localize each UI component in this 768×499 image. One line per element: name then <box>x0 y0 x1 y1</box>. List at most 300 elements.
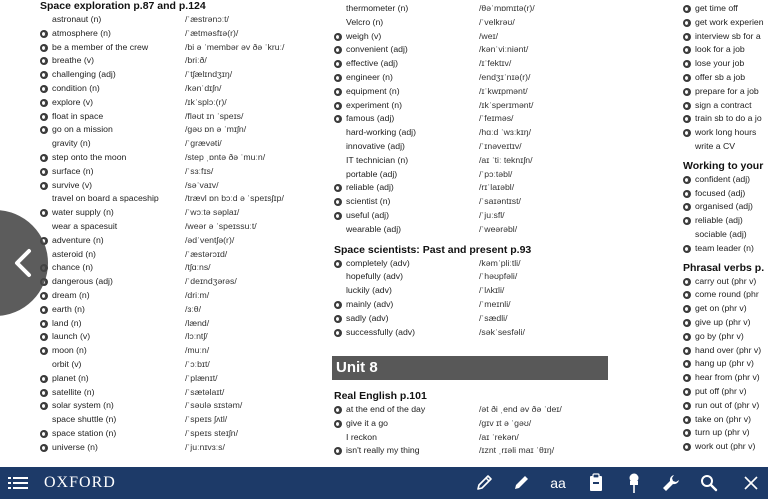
vocab-word: experiment (n) <box>346 99 403 110</box>
vocab-phonetic: /kənˈviːniənt/ <box>479 44 529 55</box>
vocab-word: equipment (n) <box>346 85 400 96</box>
bullet-icon <box>683 333 691 341</box>
vocab-phonetic: /ˈsəʊlə sɪstəm/ <box>185 400 243 411</box>
bullet-icon <box>334 420 342 428</box>
word-list <box>334 2 624 237</box>
vocab-entry <box>683 344 768 358</box>
vocab-phonetic: /ˈsɜːfɪs/ <box>185 165 214 176</box>
vocab-entry <box>40 206 320 220</box>
vocab-word: go by (phr v) <box>695 330 744 341</box>
vocab-word: chance (n) <box>52 262 94 273</box>
bullet-icon <box>40 333 48 341</box>
vocab-phonetic: /ˈweərəbl/ <box>479 223 518 234</box>
bullet-icon <box>40 99 48 107</box>
vocab-entry <box>40 261 320 275</box>
menu-button[interactable] <box>6 467 30 499</box>
vocab-entry <box>683 385 768 399</box>
bullet-icon <box>683 388 691 396</box>
column-2 <box>334 2 624 339</box>
vocab-word: scientist (n) <box>346 196 391 207</box>
bullet-icon <box>40 389 48 397</box>
vocab-word: sign a contract <box>695 99 752 110</box>
vocab-word: take on (phr v) <box>695 413 752 424</box>
pencil-outline-icon <box>475 474 493 492</box>
vocab-phonetic: /ˈfeɪməs/ <box>479 113 514 124</box>
section-heading-space-exploration: Space exploration p.87 and p.124 <box>40 0 206 12</box>
vocab-entry <box>683 99 768 113</box>
vocab-phonetic: /lænd/ <box>185 317 210 328</box>
pin-button[interactable] <box>622 467 646 499</box>
vocab-word: get on (phr v) <box>695 303 747 314</box>
vocab-phonetic: /ˈplænɪt/ <box>185 372 218 383</box>
vocab-word: surface (n) <box>52 165 94 176</box>
vocab-phonetic: /bi ə ˈmembər əv ðə ˈkruː/ <box>185 41 285 52</box>
vocab-entry <box>40 413 320 427</box>
vocab-entry <box>40 68 320 82</box>
vocab-word: survive (v) <box>52 179 93 190</box>
vocab-entry <box>683 413 768 427</box>
vocab-word: reliable (adj) <box>695 215 743 226</box>
vocab-phonetic: /səkˈsesfəli/ <box>479 326 525 337</box>
wrench-icon <box>661 473 681 493</box>
bullet-icon <box>40 168 48 176</box>
vocab-word: look for a job <box>695 44 745 55</box>
vocab-entry <box>40 372 320 386</box>
vocab-word: thermometer (n) <box>346 3 409 13</box>
vocab-entry <box>683 399 768 413</box>
vocab-word: come round (phr <box>695 289 759 300</box>
bullet-icon <box>683 374 691 382</box>
vocab-word: lose your job <box>695 58 745 69</box>
vocab-phonetic: /ˈhəʊpfəli/ <box>479 271 518 282</box>
vocab-phonetic: /kəmˈpliːtli/ <box>479 257 521 268</box>
vocab-entry <box>334 154 624 168</box>
section-heading-real-english: Real English p.101 <box>334 390 427 402</box>
vocab-word: be a member of the crew <box>52 41 149 52</box>
bullet-icon <box>334 102 342 110</box>
vocab-word: satellite (n) <box>52 386 95 397</box>
bullet-icon <box>334 447 342 455</box>
vocab-word: hand over (phr v) <box>695 344 762 355</box>
vocab-word: innovative (adj) <box>346 140 405 151</box>
bullet-icon <box>40 444 48 452</box>
vocab-word: condition (n) <box>52 82 100 93</box>
column-3 <box>683 2 768 454</box>
bookmark-button[interactable] <box>584 467 608 499</box>
vocab-entry <box>40 386 320 400</box>
vocab-entry <box>334 284 624 298</box>
vocab-phonetic: /kənˈdɪʃn/ <box>185 82 222 93</box>
vocab-word: luckily (adv) <box>346 285 392 296</box>
vocab-entry <box>40 165 320 179</box>
vocab-phonetic: /ˈlʌkɪli/ <box>479 285 505 296</box>
vocab-word: focused (adj) <box>695 187 746 198</box>
vocab-word: sociable (adj) <box>695 228 747 239</box>
vocab-entry <box>40 192 320 206</box>
vocab-phonetic: /ˈpɔːtəbl/ <box>479 168 513 179</box>
vocab-entry <box>683 112 768 126</box>
vocab-phonetic: /ɪˈfektɪv/ <box>479 58 512 69</box>
vocab-entry <box>683 275 768 289</box>
vocab-word: orbit (v) <box>52 358 82 369</box>
bullet-icon <box>40 85 48 93</box>
vocab-word: completely (adv) <box>346 257 410 268</box>
vocab-phonetic: /aɪ ˈtiː teknɪʃn/ <box>479 154 533 165</box>
vocab-word: confident (adj) <box>695 173 751 184</box>
vocab-phonetic: /fləʊt ɪn ˈspeɪs/ <box>185 110 244 121</box>
vocab-word: mainly (adv) <box>346 298 394 309</box>
bullet-icon <box>334 33 342 41</box>
vocab-word: train sb to do a jo <box>695 113 762 124</box>
vocab-entry <box>334 312 624 326</box>
vocab-word: moon (n) <box>52 345 87 356</box>
vocab-entry <box>683 302 768 316</box>
vocab-entry <box>334 168 624 182</box>
vocab-entry <box>683 228 768 242</box>
vocab-phonetic: /ˈtʃælɪndʒɪŋ/ <box>185 69 233 80</box>
vocab-entry <box>334 417 624 431</box>
page-tools-icon <box>587 473 605 493</box>
vocab-phonetic: /ˈvelkrəʊ/ <box>479 16 515 27</box>
vocab-phonetic: /ˈsaɪəntɪst/ <box>479 196 521 207</box>
bullet-icon <box>683 129 691 137</box>
word-list <box>683 173 768 256</box>
vocab-phonetic: /ˈmeɪnli/ <box>479 298 511 309</box>
bullet-icon <box>683 429 691 437</box>
draw-button[interactable] <box>509 467 533 499</box>
vocab-phonetic: /ˈæstrənɔːt/ <box>185 14 229 24</box>
vocab-phonetic: /ˈwɔːtə səplaɪ/ <box>185 207 240 218</box>
vocab-word: give it a go <box>346 417 389 428</box>
tools-button[interactable] <box>659 467 683 499</box>
vocab-entry <box>334 57 624 71</box>
bullet-icon <box>40 375 48 383</box>
bullet-icon <box>683 278 691 286</box>
vocab-phonetic: /weɪ/ <box>479 30 499 41</box>
vocab-entry <box>40 13 320 27</box>
vocab-word: challenging (adj) <box>52 69 116 80</box>
push-pin-icon <box>627 472 641 494</box>
list-menu-icon <box>8 475 28 491</box>
vocab-word: explore (v) <box>52 96 94 107</box>
vocab-word: hopefully (adv) <box>346 271 403 282</box>
bullet-icon <box>683 176 691 184</box>
bullet-icon <box>683 217 691 225</box>
vocab-word: carry out (phr v) <box>695 275 757 286</box>
vocab-entry <box>683 2 768 16</box>
vocab-phonetic: /ˈgrævəti/ <box>185 138 222 149</box>
vocab-word: step onto the moon <box>52 151 127 162</box>
vocab-entry <box>334 43 624 57</box>
vocab-word: IT technician (n) <box>346 154 409 165</box>
vocab-word: wearable (adj) <box>346 223 402 234</box>
close-icon <box>743 475 759 491</box>
vocab-entry <box>683 426 768 440</box>
vocab-word: team leader (n) <box>695 242 754 253</box>
unit-banner: Unit 8 <box>332 356 608 380</box>
vocab-word: work long hours <box>695 127 757 138</box>
vocab-entry <box>334 112 624 126</box>
bullet-icon <box>40 182 48 190</box>
vocab-word: at the end of the day <box>346 404 426 414</box>
bullet-icon <box>40 209 48 217</box>
vocab-entry <box>40 358 320 372</box>
vocab-phonetic: /ˈæstərɔɪd/ <box>185 248 228 259</box>
word-list <box>683 275 768 454</box>
vocab-entry <box>40 441 320 455</box>
bullet-icon <box>40 44 48 52</box>
vocab-word: give up (phr v) <box>695 316 751 327</box>
bullet-icon <box>334 212 342 220</box>
bullet-icon <box>40 347 48 355</box>
bullet-icon <box>40 402 48 410</box>
vocab-phonetic: /ˈɪnəveɪtɪv/ <box>479 140 522 151</box>
vocab-entry <box>334 403 624 417</box>
vocab-entry <box>334 195 624 209</box>
bullet-icon <box>40 292 48 300</box>
bullet-icon <box>40 126 48 134</box>
vocab-word: hear from (phr v) <box>695 372 760 383</box>
bullet-icon <box>40 30 48 38</box>
vocab-entry <box>40 317 320 331</box>
vocab-entry <box>334 223 624 237</box>
vocab-word: water supply (n) <box>52 207 114 218</box>
bullet-icon <box>40 113 48 121</box>
bullet-icon <box>683 88 691 96</box>
vocab-entry <box>683 187 768 201</box>
bottom-toolbar <box>0 467 768 499</box>
vocab-word: weigh (v) <box>346 30 382 41</box>
vocab-entry <box>334 298 624 312</box>
word-list <box>683 2 768 154</box>
vocab-entry <box>683 288 768 302</box>
close-button[interactable] <box>739 467 763 499</box>
vocab-word: Velcro (n) <box>346 16 384 27</box>
bullet-icon <box>683 46 691 54</box>
vocab-word: engineer (n) <box>346 71 393 82</box>
bullet-icon <box>683 102 691 110</box>
vocab-phonetic: /gɪv ɪt ə ˈgəʊ/ <box>479 417 532 428</box>
vocab-word: put off (phr v) <box>695 385 747 396</box>
bullet-icon <box>40 320 48 328</box>
vocab-phonetic: /ɜːθ/ <box>185 303 202 314</box>
vocab-word: sadly (adv) <box>346 312 389 323</box>
vocab-entry <box>683 30 768 44</box>
search-button[interactable] <box>697 467 721 499</box>
vocab-entry <box>40 220 320 234</box>
bullet-icon <box>683 115 691 123</box>
vocab-entry <box>683 316 768 330</box>
section-heading-space-scientists: Space scientists: Past and present p.93 <box>334 243 532 256</box>
vocab-entry <box>40 427 320 441</box>
vocab-word: write a CV <box>695 140 736 151</box>
bullet-icon <box>683 245 691 253</box>
bullet-icon <box>334 301 342 309</box>
vocab-phonetic: /aɪ ˈrekən/ <box>479 431 519 442</box>
vocab-word: effective (adj) <box>346 58 398 69</box>
vocab-phonetic: /endʒɪˈnɪə(r)/ <box>479 71 531 82</box>
bullet-icon <box>40 57 48 65</box>
vocab-phonetic: /ˈætməsfɪə(r)/ <box>185 27 239 38</box>
bullet-icon <box>683 190 691 198</box>
vocab-entry <box>40 179 320 193</box>
vocab-entry <box>334 71 624 85</box>
vocab-entry <box>334 444 624 458</box>
bullet-icon <box>683 291 691 299</box>
vocab-phonetic: /step ˌɒntə ðə ˈmuːn/ <box>185 151 266 162</box>
vocab-entry <box>40 248 320 262</box>
bullet-icon <box>683 74 691 82</box>
column-2-lower <box>334 389 624 458</box>
vocab-word: land (n) <box>52 317 82 328</box>
vocab-phonetic: /ˈspeɪs ʃʌtl/ <box>185 414 228 425</box>
vocab-word: isn't really my thing <box>346 445 420 456</box>
vocab-entry <box>40 27 320 41</box>
vocab-entry <box>40 344 320 358</box>
vocab-word: wear a spacesuit <box>52 220 118 231</box>
vocab-word: universe (n) <box>52 441 98 452</box>
vocab-phonetic: /muːn/ <box>185 345 210 356</box>
vocab-word: space station (n) <box>52 427 117 438</box>
vocab-entry <box>683 330 768 344</box>
vocab-phonetic: /driːm/ <box>185 289 210 300</box>
vocab-entry <box>334 99 624 113</box>
vocab-word: useful (adj) <box>346 209 389 220</box>
vocab-word: dream (n) <box>52 289 90 300</box>
bullet-icon <box>683 360 691 368</box>
vocab-phonetic: /ət ði ˌend əv ðə ˈdeɪ/ <box>479 404 562 414</box>
vocab-entry <box>683 200 768 214</box>
vocab-word: interview sb for a <box>695 30 761 41</box>
vocab-word: earth (n) <box>52 303 85 314</box>
vocab-entry <box>40 399 320 413</box>
vocab-word: astronaut (n) <box>52 14 102 24</box>
vocab-word: turn up (phr v) <box>695 427 750 438</box>
vocab-word: successfully (adv) <box>346 326 416 337</box>
vocab-entry <box>683 126 768 140</box>
vocab-word: reliable (adj) <box>346 182 394 193</box>
vocab-word: organised (adj) <box>695 201 753 212</box>
vocab-entry <box>683 71 768 85</box>
vocab-word: hang up (phr v) <box>695 358 754 369</box>
vocab-word: solar system (n) <box>52 400 114 411</box>
vocab-word: run out of (phr v) <box>695 399 760 410</box>
vocab-entry <box>40 151 320 165</box>
vocab-phonetic: /ˈjuːnɪvɜːs/ <box>185 441 225 452</box>
vocab-entry <box>40 82 320 96</box>
vocab-word: portable (adj) <box>346 168 398 179</box>
vocab-phonetic: /ɪznt ˌrɪəli maɪ ˈθɪŋ/ <box>479 445 555 456</box>
bullet-icon <box>683 416 691 424</box>
vocab-entry <box>334 2 624 16</box>
vocab-word: famous (adj) <box>346 113 395 124</box>
word-list <box>40 13 320 455</box>
bullet-icon <box>40 71 48 79</box>
vocab-phonetic: /ˈɔːbɪt/ <box>185 358 210 369</box>
vocab-entry <box>334 140 624 154</box>
vocab-phonetic: /hɑːd ˈwɜːkɪŋ/ <box>479 127 531 138</box>
vocab-phonetic: /ˈsædli/ <box>479 312 508 323</box>
vocab-entry <box>40 275 320 289</box>
bullet-icon <box>683 203 691 211</box>
vocab-word: convenient (adj) <box>346 44 408 55</box>
vocab-entry <box>334 16 624 30</box>
vocab-word: gravity (n) <box>52 138 91 149</box>
vocab-entry <box>683 440 768 454</box>
vocab-entry <box>683 140 768 154</box>
vocab-entry <box>334 126 624 140</box>
vocab-word: get time off <box>695 3 738 13</box>
vocab-entry <box>40 330 320 344</box>
column-1 <box>40 0 320 455</box>
vocab-phonetic: /θəˈmɒmɪtə(r)/ <box>479 3 535 13</box>
vocab-entry <box>683 57 768 71</box>
word-list <box>334 257 624 340</box>
vocab-word: I reckon <box>346 431 377 442</box>
vocab-word: prepare for a job <box>695 85 759 96</box>
vocab-phonetic: /lɔːntʃ/ <box>185 331 208 342</box>
vocab-phonetic: /səˈvaɪv/ <box>185 179 219 190</box>
oxford-logo: OXFORD <box>44 474 116 491</box>
search-icon <box>700 474 718 492</box>
vocab-word: hard-working (adj) <box>346 127 417 138</box>
word-list <box>334 403 624 458</box>
bullet-icon <box>334 198 342 206</box>
vocab-phonetic: /ˈdeɪndʒərəs/ <box>185 276 237 287</box>
vocab-word: work out (phr v) <box>695 441 756 452</box>
bullet-icon <box>683 5 691 13</box>
vocab-phonetic: /ˈjuːsfl/ <box>479 209 505 220</box>
vocab-word: breathe (v) <box>52 55 95 66</box>
vocab-entry <box>40 289 320 303</box>
vocab-phonetic: /gəʊ ɒn ə ˈmɪʃn/ <box>185 124 247 135</box>
bullet-icon <box>334 260 342 268</box>
vocab-entry <box>683 16 768 30</box>
bullet-icon <box>334 329 342 337</box>
vocab-entry <box>40 137 320 151</box>
bullet-icon <box>334 46 342 54</box>
vocab-entry <box>40 96 320 110</box>
vocab-entry <box>40 123 320 137</box>
vocab-word: adventure (n) <box>52 234 104 245</box>
vocab-entry <box>334 181 624 195</box>
bullet-icon <box>683 443 691 451</box>
vocab-word: offer sb a job <box>695 71 746 82</box>
vocab-word: planet (n) <box>52 372 89 383</box>
bullet-icon <box>334 184 342 192</box>
vocab-phonetic: /ədˈventʃə(r)/ <box>185 234 235 245</box>
vocab-word: asteroid (n) <box>52 248 96 259</box>
bullet-icon <box>40 154 48 162</box>
bullet-icon <box>683 33 691 41</box>
vocab-entry <box>40 303 320 317</box>
vocab-phonetic: /ɪkˈsperɪmənt/ <box>479 99 534 110</box>
vocab-phonetic: /ˈsætəlaɪt/ <box>185 386 225 397</box>
annotate-button[interactable] <box>472 467 496 499</box>
vocab-entry <box>40 110 320 124</box>
bullet-icon <box>683 60 691 68</box>
vocab-word: get work experien <box>695 16 764 27</box>
vocab-word: atmosphere (n) <box>52 27 111 38</box>
vocab-entry <box>683 214 768 228</box>
vocab-phonetic: /ɪkˈsplɔː(r)/ <box>185 96 227 107</box>
vocab-word: dangerous (adj) <box>52 276 113 287</box>
vocab-entry <box>40 41 320 55</box>
bullet-icon <box>683 305 691 313</box>
vocab-entry <box>334 209 624 223</box>
bullet-icon <box>683 347 691 355</box>
text-size-button[interactable]: aa <box>550 475 566 491</box>
